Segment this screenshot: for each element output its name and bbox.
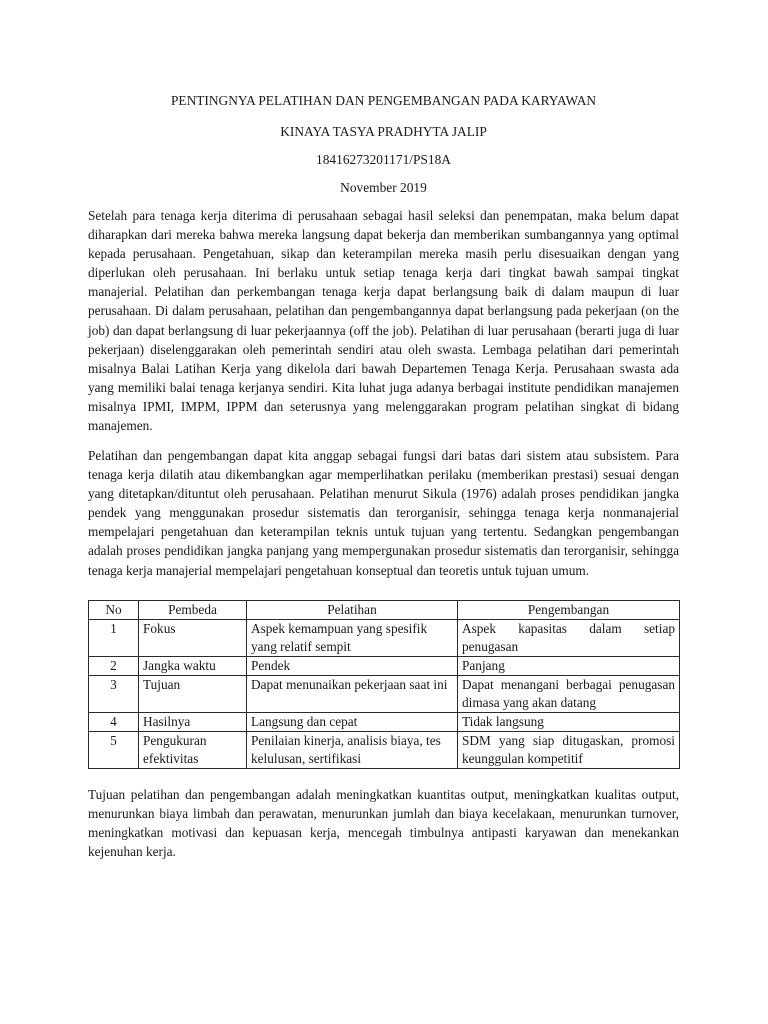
table-cell: Dapat menunaikan pekerjaan saat ini [247, 676, 458, 713]
table-cell: Pendek [247, 657, 458, 676]
table-cell: 1 [89, 620, 139, 657]
table-cell: SDM yang siap ditugaskan, promosi keunggulan kompetitif [458, 732, 680, 769]
table-row [89, 657, 680, 676]
table-cell: Tidak langsung [458, 713, 680, 732]
table-cell: 5 [89, 732, 139, 769]
table-cell: Tujuan [139, 676, 247, 713]
table-cell: Panjang [458, 657, 680, 676]
table-cell: Pengukuran efektivitas [139, 732, 247, 769]
table-cell: Aspek kapasitas dalam setiap penugasan [458, 620, 680, 657]
table-cell: Penilaian kinerja, analisis biaya, tes kelulusan, sertifikasi [247, 732, 458, 769]
table-cell: 3 [89, 676, 139, 713]
header-pelatihan: Pelatihan [247, 601, 458, 620]
table-header-row [89, 601, 680, 620]
header-pembeda: Pembeda [139, 601, 247, 620]
table-cell: Aspek kemampuan yang spesifik yang relatif sempit [247, 620, 458, 657]
paragraph-intro: Setelah para tenaga kerja diterima di perusahaan sebagai hasil seleksi dan penempatan, maka belum dapat diharapkan dari mereka bahwa mereka langsung dapat bekerja dan memberikan sumbangannya yang optimal kepada perusahaan. Pengetahuan, sikap dan keterampilan mereka masih perlu disesuaikan dengan yang diperlukan oleh perusahaan. Ini berlaku untuk setiap tenaga kerja dari tingkat bawah sampai tingkat manajerial. Pelatihan dan perkembangan tenaga kerja dapat berlangsung baik di dalam maupun di luar perusahaan. Di dalam perusahaan, pelatihan dan pengembangannya dapat berlangsung pada pekerjaan (on the job) dan dapat berlangsung di luar pekerjaannya (off the job). Pelatihan di luar perusahaan (berarti juga di luar pekerjaan) diselenggarakan oleh pemerintah sendiri atau oleh swasta. Lembaga pelatihan dari pemerintah misalnya Balai Latihan Kerja yang dikelola dari bawah Departemen Tenaga Kerja. Perusahaan swasta ada yang memiliki balai tenaga kerjanya sendiri. Kita luhat juga adanya berbagai institute pendidikan manajemen misalnya IPMI, IMPM, IPPM dan seterusnya yang melenggarakan program pelatihan singkat di bidang manajemen. [88, 208, 679, 434]
table-cell: 2 [89, 657, 139, 676]
table-cell: Jangka waktu [139, 657, 247, 676]
paragraph-definition: Pelatihan dan pengembangan dapat kita anggap sebagai fungsi dari batas dari sistem atau subsistem. Para tenaga kerja dilatih atau dikembangkan agar memperlihatkan perilaku (memberikan prestasi) sesuai dengan yang ditetapkan/dituntut oleh perusahaan. Pelatihan menurut Sikula (1976) adalah proses pendidikan jangka pendek yang menggunakan prosedur sistematis dan terorganisir, sehingga tenaga kerja nonmanajerial mempelajari pengetahuan dan keterampilan teknis untuk tujuan yang tertentu. Sedangkan pengembangan adalah proses pendidikan jangka panjang yang mempergunakan prosedur sistematis dan terorganisir, sehingga tenaga kerja manajerial mempelajari pengetahuan konseptual dan teoretis untuk tujuan umum. [88, 448, 679, 578]
table-cell: Fokus [139, 620, 247, 657]
table-cell: Hasilnya [139, 713, 247, 732]
comparison-table [88, 600, 680, 769]
author-name: KINAYA TASYA PRADHYTA JALIP [280, 124, 487, 139]
document-date: November 2019 [340, 180, 427, 195]
table-cell: Dapat menangani berbagai penugasan dimasa yang akan datang [458, 676, 680, 713]
header-pengembangan: Pengembangan [458, 601, 680, 620]
table-row [89, 713, 680, 732]
document-title: PENTINGNYA PELATIHAN DAN PENGEMBANGAN PADA KARYAWAN [170, 93, 597, 108]
student-id: 18416273201171/PS18A [316, 152, 451, 167]
table-row [89, 676, 680, 713]
table-row [89, 620, 680, 657]
table-row [89, 732, 680, 769]
header-no: No [89, 601, 139, 620]
table-cell: 4 [89, 713, 139, 732]
table-cell: Langsung dan cepat [247, 713, 458, 732]
paragraph-goals: Tujuan pelatihan dan pengembangan adalah meningkatkan kuantitas output, meningkatkan kualitas output, menurunkan biaya limbah dan perawatan, menurunkan jumlah dan biaya kecelakaan, menurunkan turnover, meningkatkan motivasi dan kepuasan kerja, mencegah timbulnya antipasti karyawan dan menekankan kejenuhan kerja. [88, 787, 679, 860]
